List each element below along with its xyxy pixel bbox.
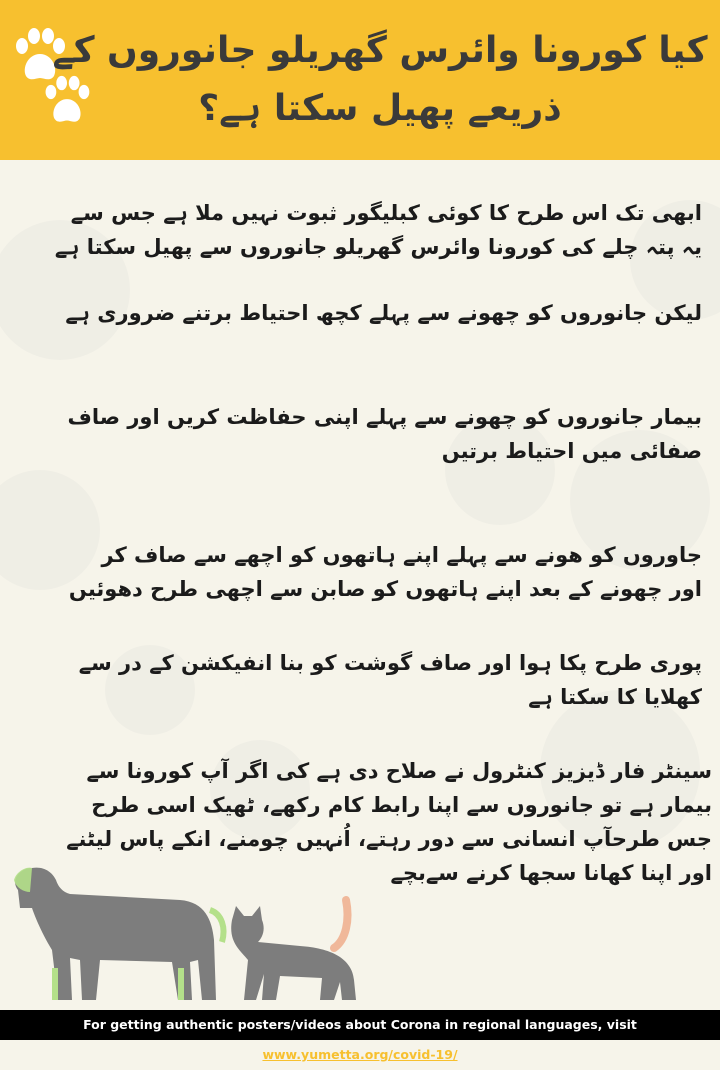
footer-bar <box>0 1010 720 1062</box>
pets-illustration <box>0 850 380 1010</box>
paragraph-line: ابھی تک اس طرح کا کوئی کبلیگور ثبوت نہیں ملا ہے جس سے <box>70 201 702 225</box>
paragraph-line: پوری طرح پکا ہوا اور صاف گوشت کو بنا انفیکشن کے در سے <box>78 651 702 675</box>
footer-text: For getting authentic posters/videos about Corona in regional languages, visit <box>83 1017 637 1032</box>
paragraph-line: لیکن جانوروں کو چھونے سے پہلے کچھ احتیاط برتنے ضروری ہے <box>65 301 702 325</box>
footer-link[interactable]: www.yumetta.org/covid-19/ <box>262 1047 458 1062</box>
paragraph-line: یہ پتہ چلے کی کورونا وائرس گھریلو جانوروں سے پھیل سکتا ہے <box>54 235 702 259</box>
paragraph-line: سینٹر فار ڈیزیز کنٹرول نے صلاح دی ہے کی اگر آپ کورونا سے <box>86 759 712 783</box>
paragraph-line: جاوروں کو ھونے سے پہلے اپنے ہاتھوں کو اچھے سے صاف کر <box>101 543 702 567</box>
paragraph-line: بیمار جانوروں کو چھونے سے پہلے اپنی حفاظت کریں اور صاف <box>67 405 702 429</box>
paragraph-line: کھلایا کا سکتا ہے <box>528 685 702 709</box>
paragraph <box>12 296 702 330</box>
paragraph-line: بیمار ہے تو جانوروں سے اپنا رابط کام رکھے، ٹھیک اسی طرح <box>91 793 712 817</box>
paragraph <box>12 400 702 468</box>
paragraph <box>12 196 702 264</box>
paragraph-line: اور چھونے کے بعد اپنے ہاتھوں کو صابن سے اچھی طرح دھوئیں <box>68 577 702 601</box>
paragraph <box>12 646 702 714</box>
paragraph-line: جس طرحآپ انسانی سے دور رہتے، اُنہیں چومنے، انکے پاس لیٹنے <box>66 827 712 851</box>
title-line: ذریعے پھیل سکتا ہے؟ <box>198 88 562 129</box>
cat-icon <box>231 900 356 1000</box>
paragraph-line: صفائی میں احتیاط برتیں <box>441 439 702 463</box>
title-line: کیا کورونا وائرس گھریلو جانوروں کے <box>52 30 708 71</box>
paragraph-line: اور اپنا کھانا سجھا کرنے سےبچے <box>390 861 712 885</box>
paragraph <box>12 538 702 606</box>
dog-icon <box>14 868 224 1000</box>
